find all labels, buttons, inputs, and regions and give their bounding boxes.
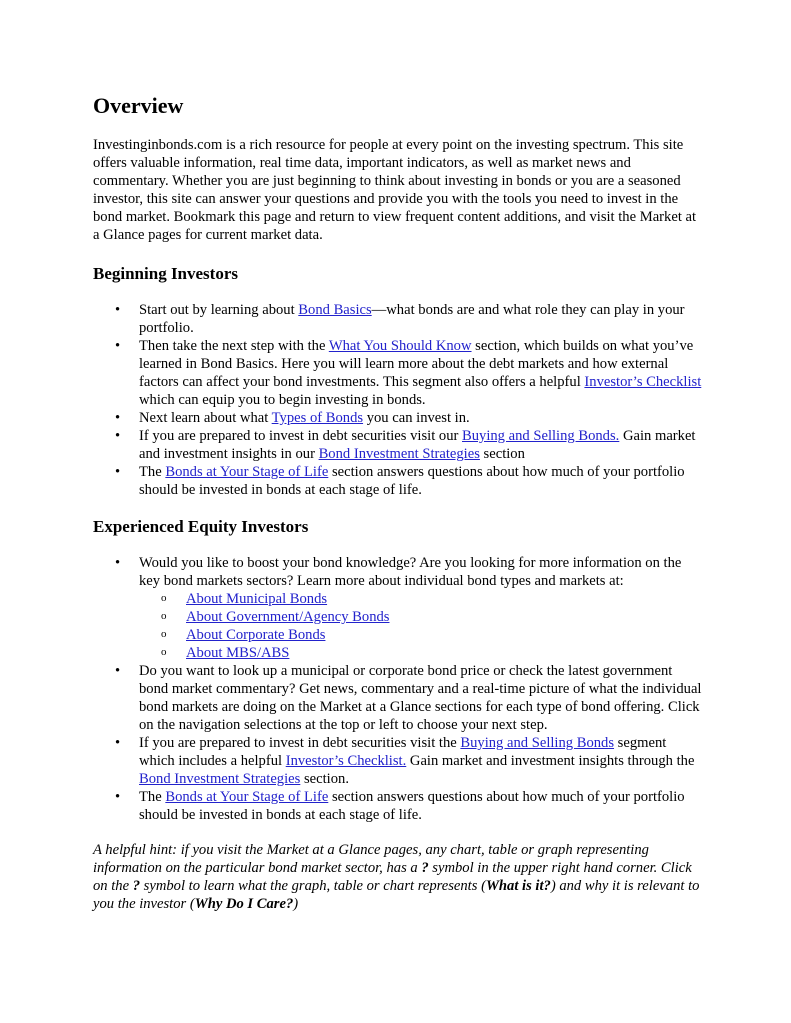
bond-investment-strategies-link[interactable]: Bond Investment Strategies: [318, 446, 480, 462]
what-is-it-label: What is it?: [485, 878, 551, 894]
bond-basics-link[interactable]: Bond Basics: [298, 302, 372, 318]
sub-list-item: [139, 608, 703, 626]
list-item: • Would you like to boost your bond knowledge? Are you looking for more information on the key bond markets sectors? Learn more about individual bond types and markets at: o About Municipal Bonds o About Government/Agency Bonds o About Corporate Bonds o About MBS/ABS: [93, 554, 703, 662]
list-item: • The Bonds at Your Stage of Life section answers questions about how much of your portfolio should be invested in bonds at each stage of life.: [93, 463, 703, 499]
types-of-bonds-link[interactable]: Types of Bonds: [271, 410, 364, 426]
experienced-investors-list: [93, 554, 703, 824]
question-mark-symbol: ?: [132, 878, 141, 894]
investors-checklist-link[interactable]: Investor’s Checklist.: [285, 753, 407, 769]
question-mark-symbol: ?: [421, 860, 429, 876]
beginning-investors-heading: Beginning Investors: [93, 264, 238, 283]
list-item: • Then take the next step with the What You Should Know section, which builds on what you’ve learned in Bond Basics. Here you will learn more about the debt markets and how external factors can affect your bond investments. This segment also offers a helpful Investor’s Checklist which can equip you to begin investing in bonds.: [93, 337, 703, 409]
what-you-should-know-link[interactable]: What You Should Know: [328, 338, 472, 354]
why-do-i-care-label: Why Do I Care?: [194, 896, 294, 912]
about-mbs-abs-link[interactable]: About MBS/ABS: [186, 645, 290, 661]
bond-investment-strategies-link[interactable]: Bond Investment Strategies: [139, 771, 301, 787]
sub-list-item: [139, 644, 703, 662]
list-item: • Next learn about what Types of Bonds you can invest in.: [93, 409, 703, 427]
sub-list-item: [139, 626, 703, 644]
bonds-at-your-stage-of-life-link[interactable]: Bonds at Your Stage of Life: [165, 464, 329, 480]
helpful-hint: A helpful hint: if you visit the Market at a Glance pages, any chart, table or graph representing information on the particular bond market sector, has a ? symbol in the upper right hand corner. Click on the ? symbol to learn what the graph, table or chart represents (What is it?) and why it is relevant to you the investor (Why Do I Care?): [93, 842, 700, 912]
document-content: [93, 92, 703, 913]
bond-types-sublist: [139, 590, 703, 662]
list-item: • Do you want to look up a municipal or corporate bond price or check the latest government bond market commentary? Get news, commentary and a real-time picture of what the individual bond markets are doing on the Market at a Glance sections for each type of bond offering. Click on the navigation selections at the top or left to choose your next step.: [93, 662, 703, 734]
investors-checklist-link[interactable]: Investor’s Checklist: [584, 374, 702, 390]
list-item: • If you are prepared to invest in debt securities visit the Buying and Selling Bonds segment which includes a helpful Investor’s Checklist. Gain market and investment insights through the Bond Investment Strategies section.: [93, 734, 703, 788]
buying-and-selling-bonds-link[interactable]: Buying and Selling Bonds: [460, 735, 615, 751]
bonds-at-your-stage-of-life-link[interactable]: Bonds at Your Stage of Life: [165, 789, 329, 805]
page-title: Overview: [93, 93, 184, 118]
beginning-investors-list: [93, 301, 703, 499]
experienced-investors-heading: Experienced Equity Investors: [93, 517, 309, 536]
list-item: • Start out by learning about Bond Basics—what bonds are and what role they can play in your portfolio.: [93, 301, 703, 337]
list-item: • The Bonds at Your Stage of Life section answers questions about how much of your portfolio should be invested in bonds at each stage of life.: [93, 788, 703, 824]
about-municipal-bonds-link[interactable]: About Municipal Bonds: [186, 591, 328, 607]
list-item: • If you are prepared to invest in debt securities visit our Buying and Selling Bonds. Gain market and investment insights in our Bond Investment Strategies section: [93, 427, 703, 463]
about-government-agency-bonds-link[interactable]: About Government/Agency Bonds: [186, 609, 390, 625]
buying-and-selling-bonds-link[interactable]: Buying and Selling Bonds.: [462, 428, 620, 444]
about-corporate-bonds-link[interactable]: About Corporate Bonds: [186, 627, 326, 643]
intro-paragraph: Investinginbonds.com is a rich resource for people at every point on the investing spectrum. This site offers valuable information, real time data, important indicators, as well as market news and commentary. Whether you are just beginning to think about investing in bonds or you are a seasoned investor, this site can answer your questions and provide you with the tools you need to invest in the bond market. Bookmark this page and return to view frequent content additions, and visit the Market at a Glance pages for current market data.: [93, 137, 697, 243]
sub-list-item: [139, 590, 703, 608]
